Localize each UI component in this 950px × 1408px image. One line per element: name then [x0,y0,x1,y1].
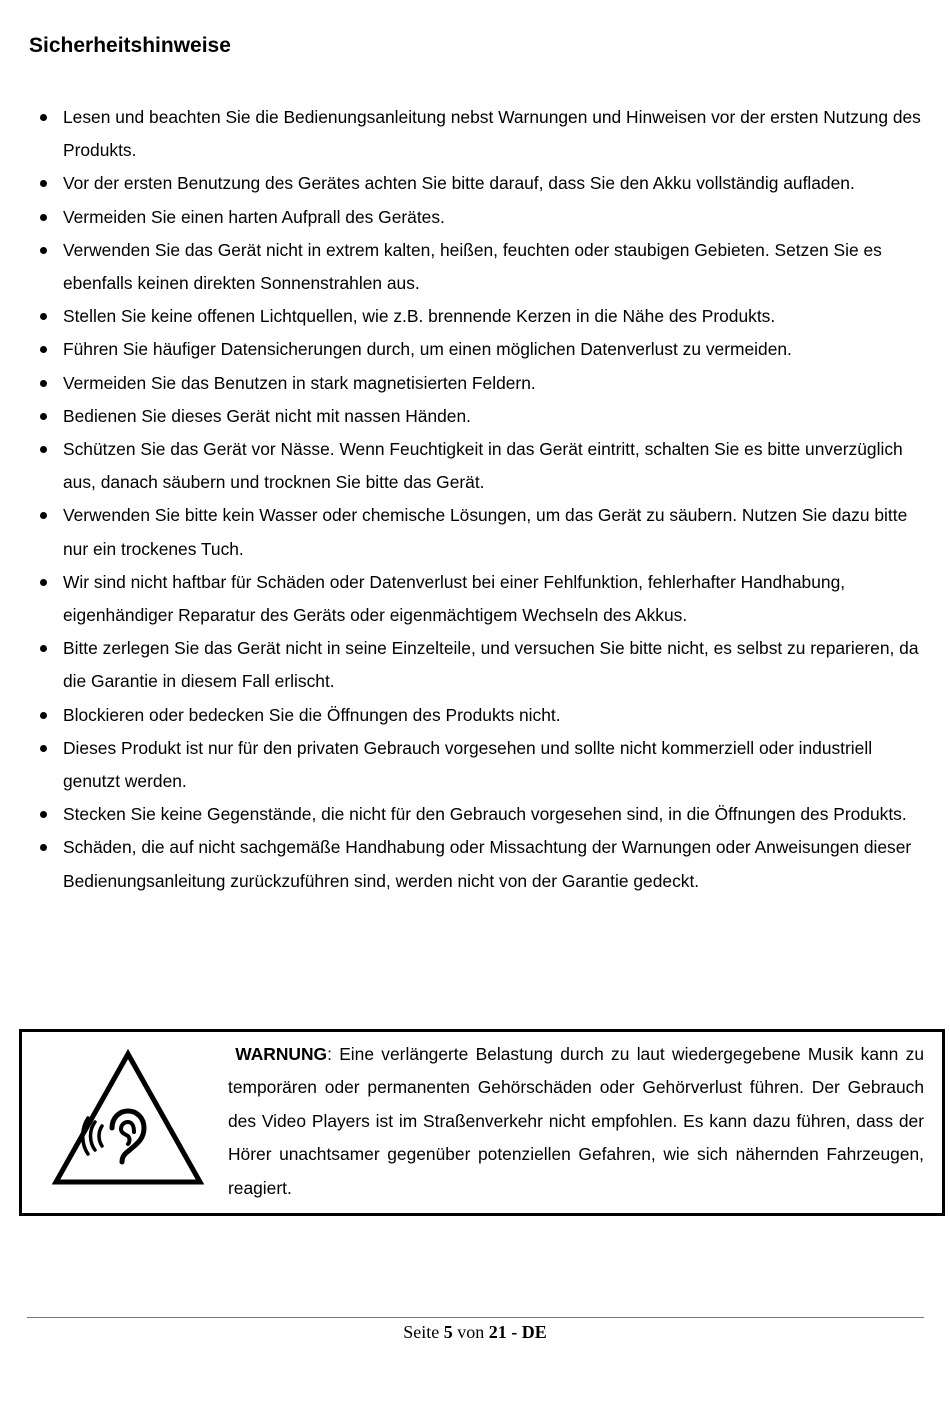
list-item [0,167,950,200]
list-item-text: Schützen Sie das Gerät vor Nässe. Wenn Feuchtigkeit in das Gerät eintritt, schalten Sie es bitte unverzüglich aus, danach säubern und trocknen Sie bitte das Gerät. [63,439,903,493]
footer-prefix: Seite [403,1322,444,1342]
list-item-text: Führen Sie häufiger Datensicherungen durch, um einen möglichen Datenverlust zu vermeiden. [63,339,792,360]
list-item [0,732,950,798]
list-item-text: Wir sind nicht haftbar für Schäden oder Datenverlust bei einer Fehlfunktion, fehlerhafter Handhabung, eigenhändiger Reparatur des Geräts oder eigenmächtigem Wechseln des Akkus. [63,571,846,626]
footer-divider [27,1317,924,1318]
bullet-icon [40,446,47,453]
warning-text [228,1038,924,1205]
list-item [0,433,950,499]
bullet-icon [40,313,47,320]
list-item-text: Schäden, die auf nicht sachgemäße Handhabung oder Missachtung der Warnungen oder Anweisungen dieser Bedienungsanleitung zurückzuführen sind, werden nicht von der Garantie gedeckt. [63,837,912,891]
list-item [0,101,950,167]
list-item-text: Bitte zerlegen Sie das Gerät nicht in seine Einzelteile, und versuchen Sie bitte nicht, es selbst zu reparieren, da die Garantie in diesem Fall erlischt. [63,638,919,692]
footer-page-number: 5 [443,1322,453,1342]
list-item [0,566,950,632]
list-item [0,367,950,400]
bullet-icon [40,214,47,221]
list-item [0,201,950,234]
bullet-icon [40,811,47,818]
bullet-icon [40,512,47,519]
list-item-text: Stecken Sie keine Gegenstände, die nicht für den Gebrauch vorgesehen sind, in die Öffnungen des Produkts. [63,804,907,825]
bullet-icon [40,745,47,752]
list-item [0,234,950,300]
list-item-text: Bedienen Sie dieses Gerät nicht mit nassen Händen. [63,405,471,426]
warning-label: WARNUNG [235,1044,328,1064]
list-item-text: Dieses Produkt ist nur für den privaten Gebrauch vorgesehen und sollte nicht kommerziell oder industriell genutzt werden. [63,737,873,792]
bullet-icon [40,413,47,420]
footer-total-pages: 21 [488,1322,507,1342]
list-item-text: Lesen und beachten Sie die Bedienungsanleitung nebst Warnungen und Hinweisen vor der ersten Nutzung des Produkts. [63,107,921,161]
page-title: Sicherheitshinweise [29,34,231,57]
hearing-warning-box [19,1029,945,1216]
list-item-text: Verwenden Sie das Gerät nicht in extrem kalten, heißen, feuchten oder staubigen Gebieten. Setzen Sie es ebenfalls keinen direkten Sonnenstrahlen aus. [63,239,882,294]
page-footer [0,1322,950,1343]
list-item-text: Stellen Sie keine offenen Lichtquellen, wie z.B. brennende Kerzen in die Nähe des Produkts. [63,306,776,327]
list-item-text: Vermeiden Sie einen harten Aufprall des Gerätes. [63,206,445,227]
list-item [0,831,950,897]
bullet-icon [40,346,47,353]
footer-middle: von [452,1322,489,1342]
list-item [0,798,950,831]
list-item [0,499,950,565]
list-item [0,333,950,366]
bullet-icon [40,247,47,254]
list-item-text: Vor der ersten Benutzung des Gerätes achten Sie bitte darauf, dass Sie den Akku vollständig aufladen. [63,173,855,194]
bullet-icon [40,712,47,719]
bullet-icon [40,579,47,586]
list-item [0,300,950,333]
list-item-text: Vermeiden Sie das Benutzen in stark magnetisierten Feldern. [63,372,536,393]
warning-body: : Eine verlängerte Belastung durch zu laut wiedergegebene Musik kann zu temporären oder permanenten Gehörschäden oder Gehörverlust führen. Der Gebrauch des Video Players ist im Straßenverkehr nicht empfohlen. Es kann dazu führen, dass der Hörer unachtsamer gegenüber potenziellen Gefahren, wie sich nähernden Fahrzeugen, reagiert. [228,1044,924,1198]
bullet-icon [40,180,47,187]
list-item-text: Verwenden Sie bitte kein Wasser oder chemische Lösungen, um das Gerät zu säubern. Nutzen Sie dazu bitte nur ein trockenes Tuch. [63,505,908,559]
bullet-icon [40,114,47,121]
list-item [0,632,950,698]
list-item [0,400,950,433]
bullet-icon [40,645,47,652]
list-item [0,699,950,732]
bullet-icon [40,380,47,387]
hearing-warning-icon [50,1048,206,1188]
footer-language: - DE [506,1322,547,1342]
bullet-icon [40,844,47,851]
list-item-text: Blockieren oder bedecken Sie die Öffnungen des Produkts nicht. [63,704,561,725]
safety-instructions-list [0,101,950,898]
